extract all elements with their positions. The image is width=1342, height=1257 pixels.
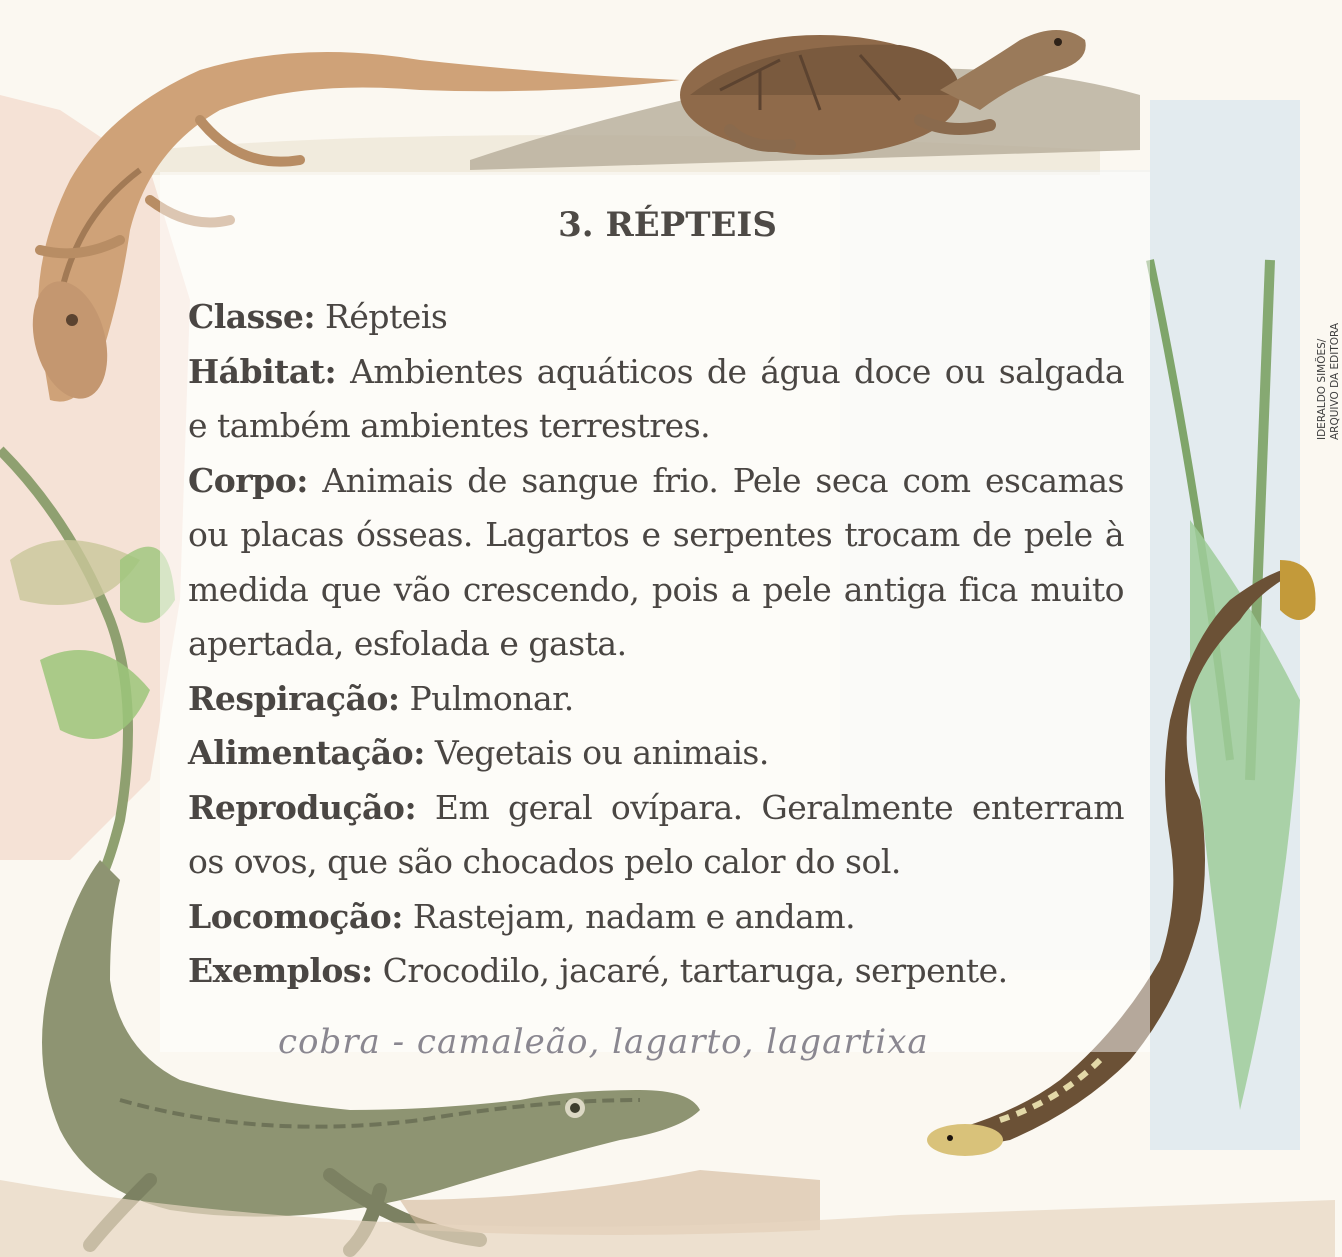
- credit-line-2: ARQUIVO DA EDITORA: [1329, 322, 1341, 440]
- field-classe: [188, 290, 1124, 345]
- field-text: Animais de sangue frio. Pele seca com escamas ou placas ósseas. Lagartos e serpentes trocam de pele à medida que vão crescendo, pois a pele antiga fica muito apertada, esfolada e gasta.: [188, 460, 1124, 663]
- field-text: Répteis: [325, 297, 448, 336]
- field-text: Pulmonar.: [409, 678, 574, 718]
- field-label: Classe:: [188, 297, 316, 336]
- field-alimentacao: [188, 726, 1124, 781]
- credit-line-1: IDERALDO SIMÕES/: [1316, 338, 1328, 440]
- page-title: 3. RÉPTEIS: [558, 205, 777, 245]
- field-exemplos: [188, 944, 1124, 999]
- handwritten-note: cobra - camaleão, lagarto, lagartixa: [278, 1022, 929, 1062]
- field-label: Corpo:: [188, 460, 308, 500]
- field-label: Reprodução:: [188, 787, 417, 827]
- field-reproducao: [188, 781, 1124, 890]
- field-text: Em geral ovípara. Geralmente enterram os ovos, que são chocados pelo calor do sol.: [188, 787, 1124, 881]
- field-text: Rastejam, nadam e andam.: [412, 896, 856, 936]
- field-label: Locomoção:: [188, 896, 403, 936]
- image-credit: [1316, 323, 1342, 440]
- field-habitat: [188, 345, 1124, 454]
- field-respiracao: [188, 672, 1124, 727]
- field-corpo: [188, 454, 1124, 672]
- field-label: Hábitat:: [188, 351, 337, 391]
- field-label: Exemplos:: [188, 951, 373, 990]
- field-text: Vegetais ou animais.: [434, 733, 769, 772]
- reptile-info: [188, 290, 1124, 999]
- field-label: Alimentação:: [188, 733, 425, 772]
- field-text: Crocodilo, jacaré, tartaruga, serpente.: [382, 951, 1008, 990]
- field-text: Ambientes aquáticos de água doce ou salgada e também ambientes terrestres.: [188, 351, 1124, 445]
- field-locomocao: [188, 890, 1124, 945]
- field-label: Respiração:: [188, 678, 400, 718]
